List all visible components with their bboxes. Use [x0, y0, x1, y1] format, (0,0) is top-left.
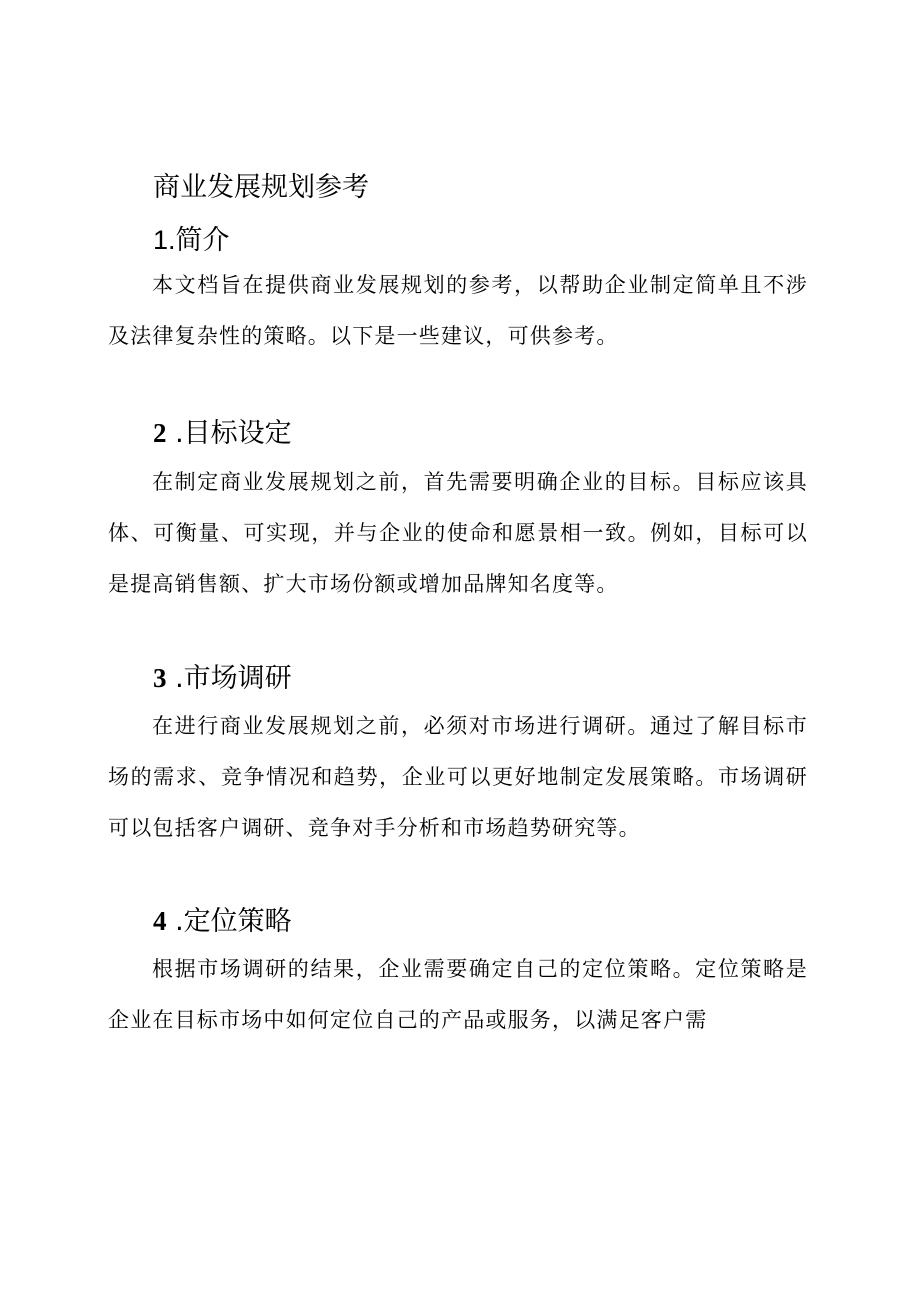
section-paragraph-market-research: 在进行商业发展规划之前，必须对市场进行调研。通过了解目标市场的需求、竞争情况和趋势，企业可以更好地制定发展策略。市场调研可以包括客户调研、竞争对手分析和市场趋势研究等。: [108, 714, 808, 840]
section-title: .目标设定: [175, 418, 292, 449]
section-heading-positioning: [153, 901, 292, 942]
section-paragraph-intro: 本文档旨在提供商业发展规划的参考，以帮助企业制定简单且不涉及法律复杂性的策略。以下是一些建议，可供参考。: [108, 273, 808, 348]
section-paragraph-positioning: 根据市场调研的结果，企业需要确定自己的定位策略。定位策略是企业在目标市场中如何定位自己的产品或服务，以满足客户需: [108, 957, 808, 1032]
section-number: 2: [153, 418, 167, 448]
section-paragraph-goals: 在制定商业发展规划之前，首先需要明确企业的目标。目标应该具体、可衡量、可实现，并与企业的使命和愿景相一致。例如，目标可以是提高销售额、扩大市场份额或增加品牌知名度等。: [108, 470, 808, 596]
section-number: 1.: [153, 225, 176, 255]
section-title: .定位策略: [175, 906, 292, 937]
section-heading-market-research: [153, 658, 292, 699]
section-title: .市场调研: [175, 663, 292, 694]
section-heading-intro: [153, 220, 230, 261]
section-number: 3: [153, 663, 167, 693]
section-title: 简介: [175, 225, 230, 256]
document-title: 商业发展规划参考: [153, 172, 369, 203]
section-heading-goals: [153, 413, 292, 454]
section-number: 4: [153, 906, 167, 936]
